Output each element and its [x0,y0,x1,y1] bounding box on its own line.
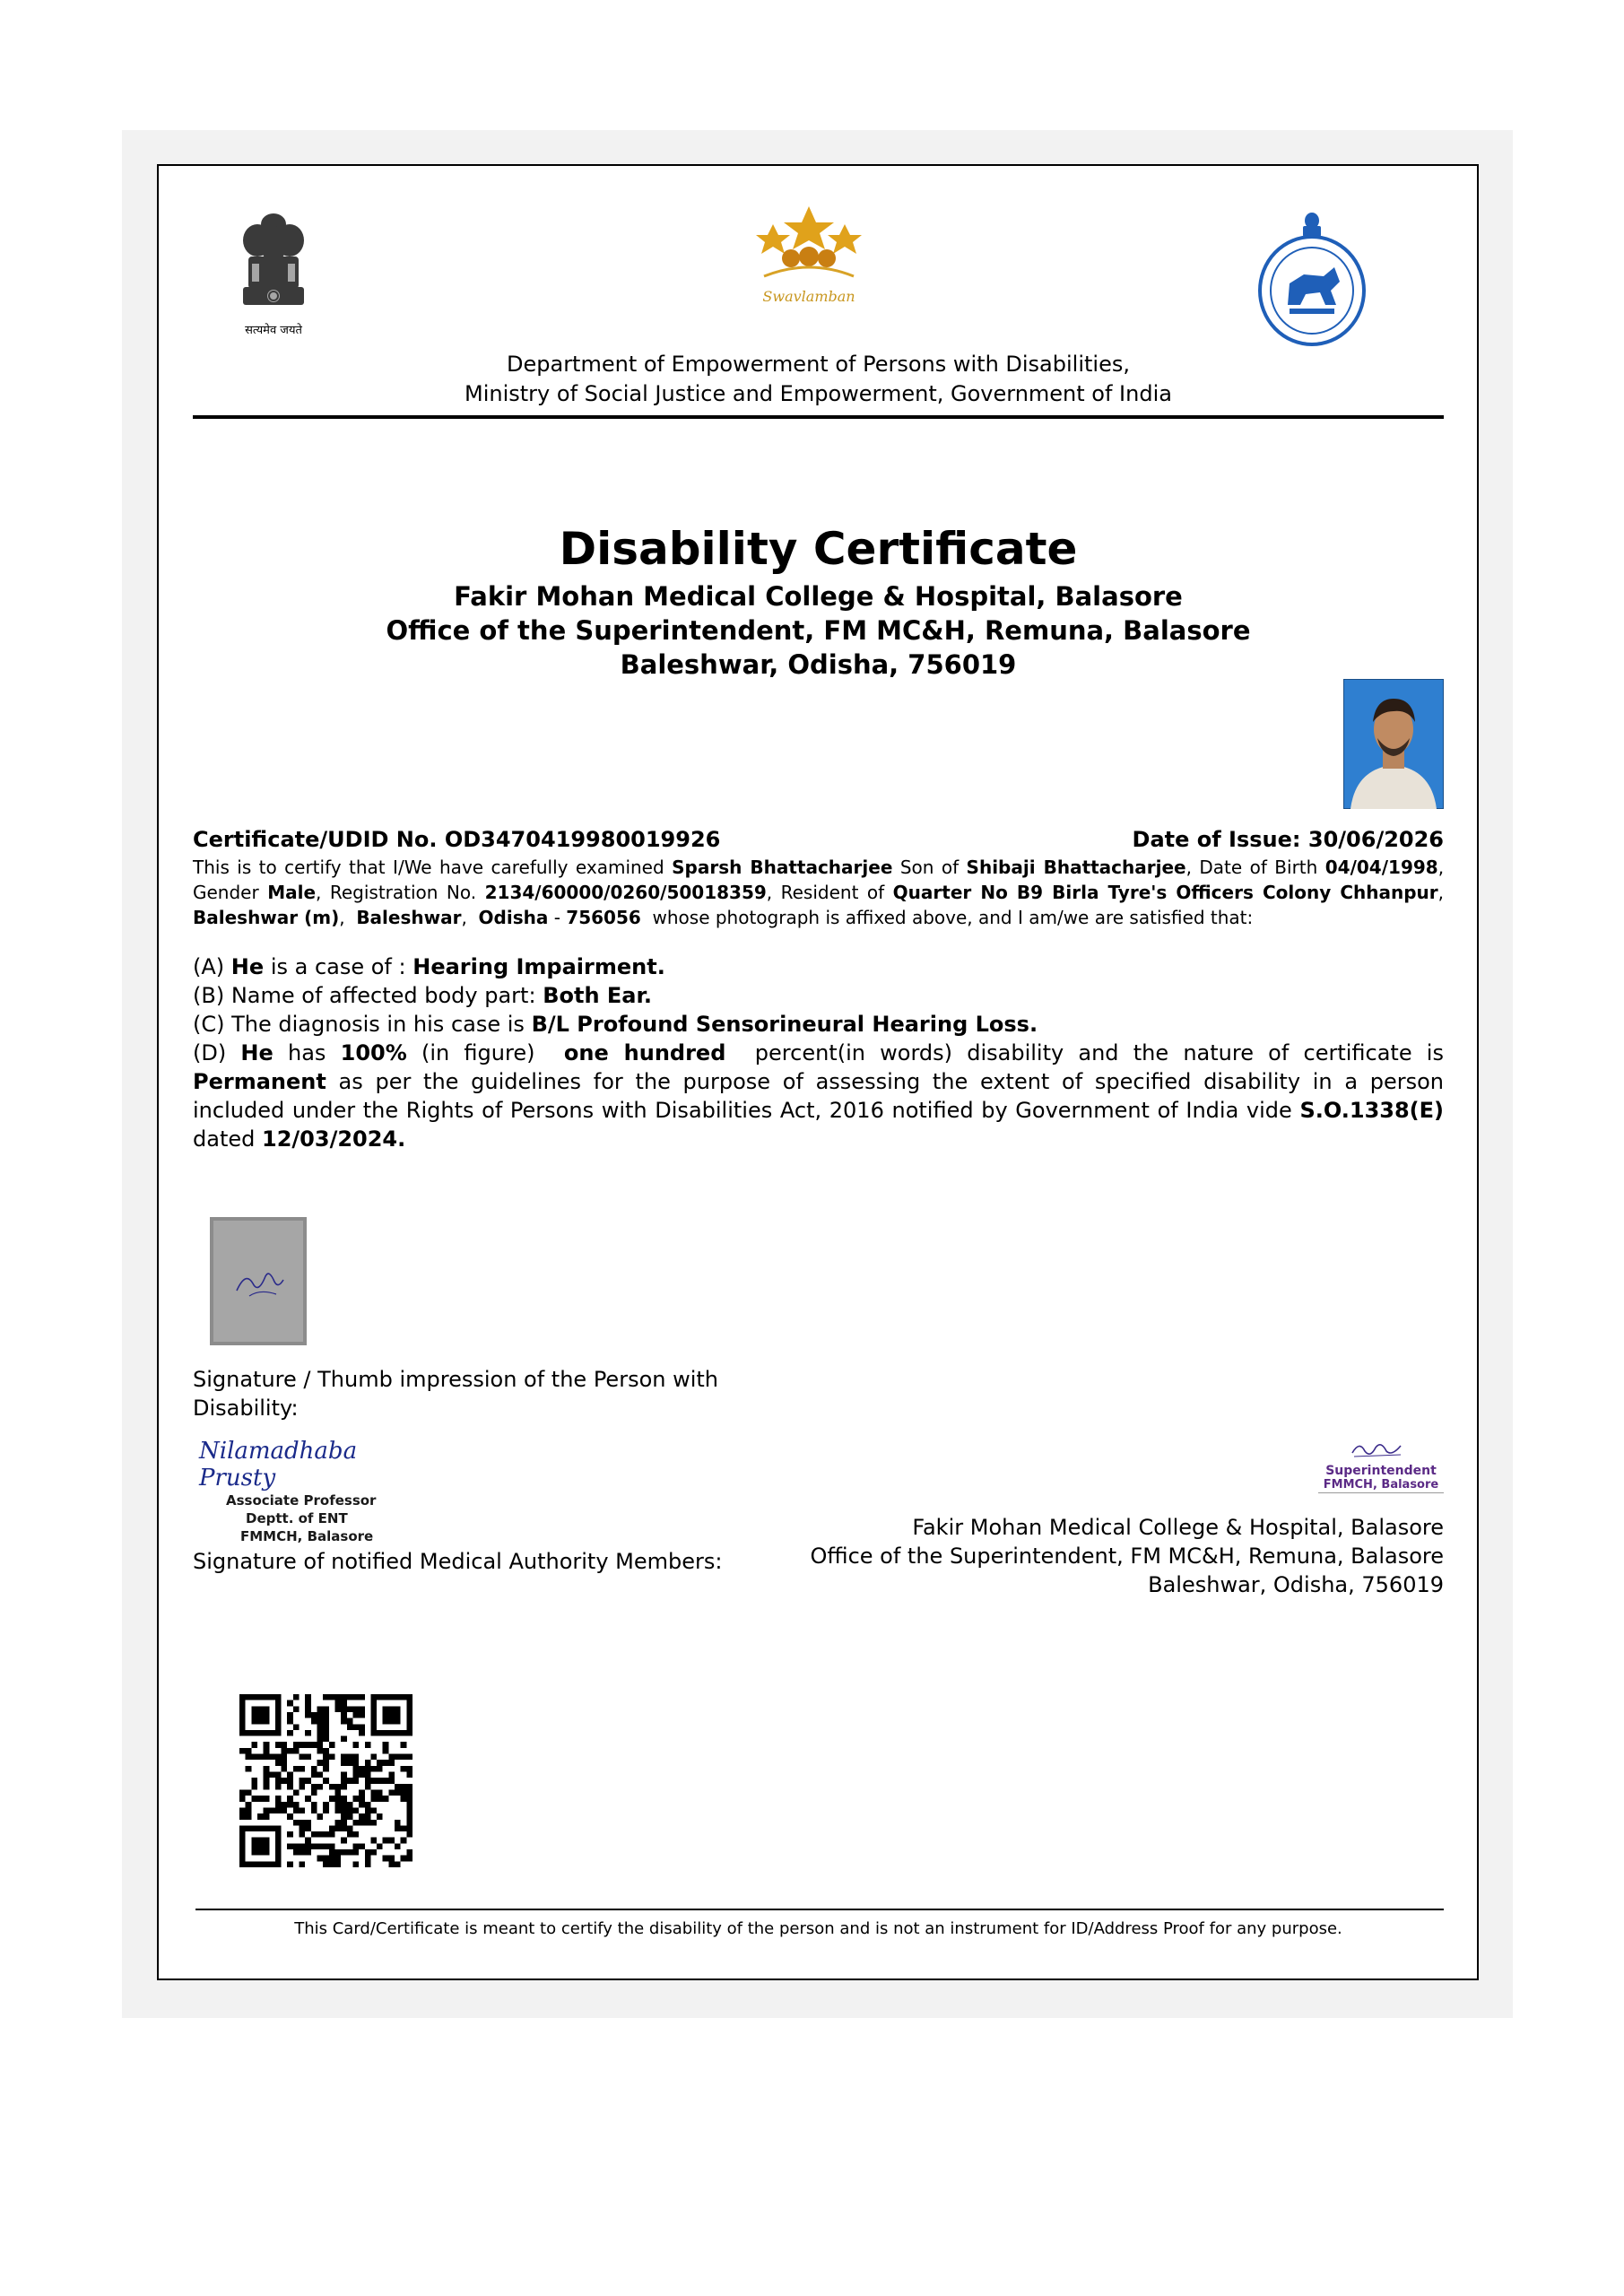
date-of-birth: 04/04/1998 [1324,857,1438,878]
item-text: (in figure) [421,1040,535,1065]
disability-type: Hearing Impairment. [413,954,665,979]
district: Baleshwar [356,907,462,928]
person-name: Sparsh Bhattacharjee [672,857,893,878]
swavlamban-logo-icon [746,204,872,317]
date-of-issue [1133,827,1444,852]
body-text: whose photograph is affixed above, and I am/we are satisfied that: [652,907,1254,928]
issuing-office-block [726,1513,1444,1599]
separator: , [1437,882,1444,903]
item-text: percent(in words) disability and the nature of certificate is [754,1040,1444,1065]
authority-signature: Nilamadhaba Prusty [199,1438,358,1492]
father-name: Shibaji Bhattacharjee [966,857,1186,878]
body-text: , Resident of [766,882,885,903]
udid-value: OD3470419980019926 [444,827,721,852]
body-text: This is to certify that I/We have carefully examined [193,857,664,878]
emblem-motto: सत्यमेव जयते [245,324,302,337]
item-a [193,952,1444,981]
diagnosis: B/L Profound Sensorineural Hearing Loss. [531,1012,1038,1037]
qr-code-icon [239,1694,413,1867]
item-text: (B) Name of affected body part: [193,983,536,1008]
body-text: , Date of Birth [1185,857,1318,878]
department-line1: Department of Empowerment of Persons with Disabilities, [507,352,1130,377]
pronoun: He [240,1040,274,1065]
body-text: Son of [899,857,960,878]
superintendent-place: FMMCH, Balasore [1318,1478,1444,1493]
swavlamban-text: Swavlamban [762,288,855,305]
town: Baleshwar (m) [193,907,340,928]
item-d [193,1039,1444,1153]
person-signature-image [210,1217,307,1345]
disability-percent: 100% [340,1040,407,1065]
separator: , [339,907,345,928]
authority-department: Deptt. of ENT [246,1510,348,1526]
medical-authority-stamp [199,1438,414,1544]
superintendent-title: Superintendent [1325,1464,1437,1478]
authority-signature-label: Signature of notified Medical Authority Members: [193,1549,723,1574]
pin-code: 756056 [566,907,641,928]
body-text: , Registration No. [316,882,477,903]
item-text: as per the guidelines for the purpose of assessing the extent of specified disability in a person included under the Rights of Persons with Disabilities Act, 2016 notified by Government of India vide [193,1069,1444,1123]
office-line1: Fakir Mohan Medical College & Hospital, Balasore [912,1515,1444,1540]
person-photograph [1343,679,1444,809]
superintendent-stamp [1318,1437,1444,1492]
item-text: (C) The diagnosis in his case is [193,1012,525,1037]
national-emblem-icon [229,204,318,339]
separator: , [461,907,467,928]
registration-number: 2134/60000/0260/50018359 [484,882,767,903]
separator: - [553,907,560,928]
certification-paragraph [193,855,1444,930]
item-text: dated [193,1126,256,1152]
item-text: has [288,1040,326,1065]
item-text: is a case of : [270,954,406,979]
affected-body-part: Both Ear. [543,983,653,1008]
header-divider [193,415,1444,419]
issue-label: Date of Issue: [1132,827,1301,852]
certificate-items [193,952,1444,1153]
pronoun: He [230,954,265,979]
department-header [193,350,1444,409]
item-prefix: (D) [193,1040,227,1065]
footer-divider [195,1909,1444,1910]
certificate-title: Disability Certificate [559,523,1078,575]
state: Odisha [478,907,549,928]
odisha-government-seal-icon [1254,204,1370,348]
notification-date: 12/03/2024. [262,1126,406,1152]
item-prefix: (A) [193,954,225,979]
institution-header [193,579,1444,682]
authority-place: FMMCH, Balasore [240,1528,374,1544]
department-line2: Ministry of Social Justice and Empowerment, Government of India [465,381,1172,406]
udid-number [193,827,720,852]
notification-number: S.O.1338(E) [1299,1098,1444,1123]
certificate-nature: Permanent [193,1069,326,1094]
item-c [193,1010,1444,1039]
gender: Male [267,882,317,903]
udid-label: Certificate/UDID No. [193,827,438,852]
office-line3: Baleshwar, Odisha, 756019 [1148,1572,1444,1597]
issue-value: 30/06/2026 [1307,827,1444,852]
institution-office: Office of the Superintendent, FM MC&H, Remuna, Balasore [386,615,1251,646]
authority-title: Associate Professor [226,1492,377,1509]
item-b [193,981,1444,1010]
office-line2: Office of the Superintendent, FM MC&H, Remuna, Balasore [810,1544,1444,1569]
body-text: , Gender [193,857,1445,903]
institution-location: Baleshwar, Odisha, 756019 [620,649,1017,680]
person-signature-label: Signature / Thumb impression of the Person with Disability: [193,1367,719,1421]
disability-percent-words: one hundred [563,1040,726,1065]
institution-name: Fakir Mohan Medical College & Hospital, Balasore [454,581,1183,612]
footer-note: This Card/Certificate is meant to certify the disability of the person and is not an instrument for ID/Address Proof for any purpose. [294,1919,1342,1938]
address: Quarter No B9 Birla Tyre's Officers Colony Chhanpur [892,882,1438,903]
